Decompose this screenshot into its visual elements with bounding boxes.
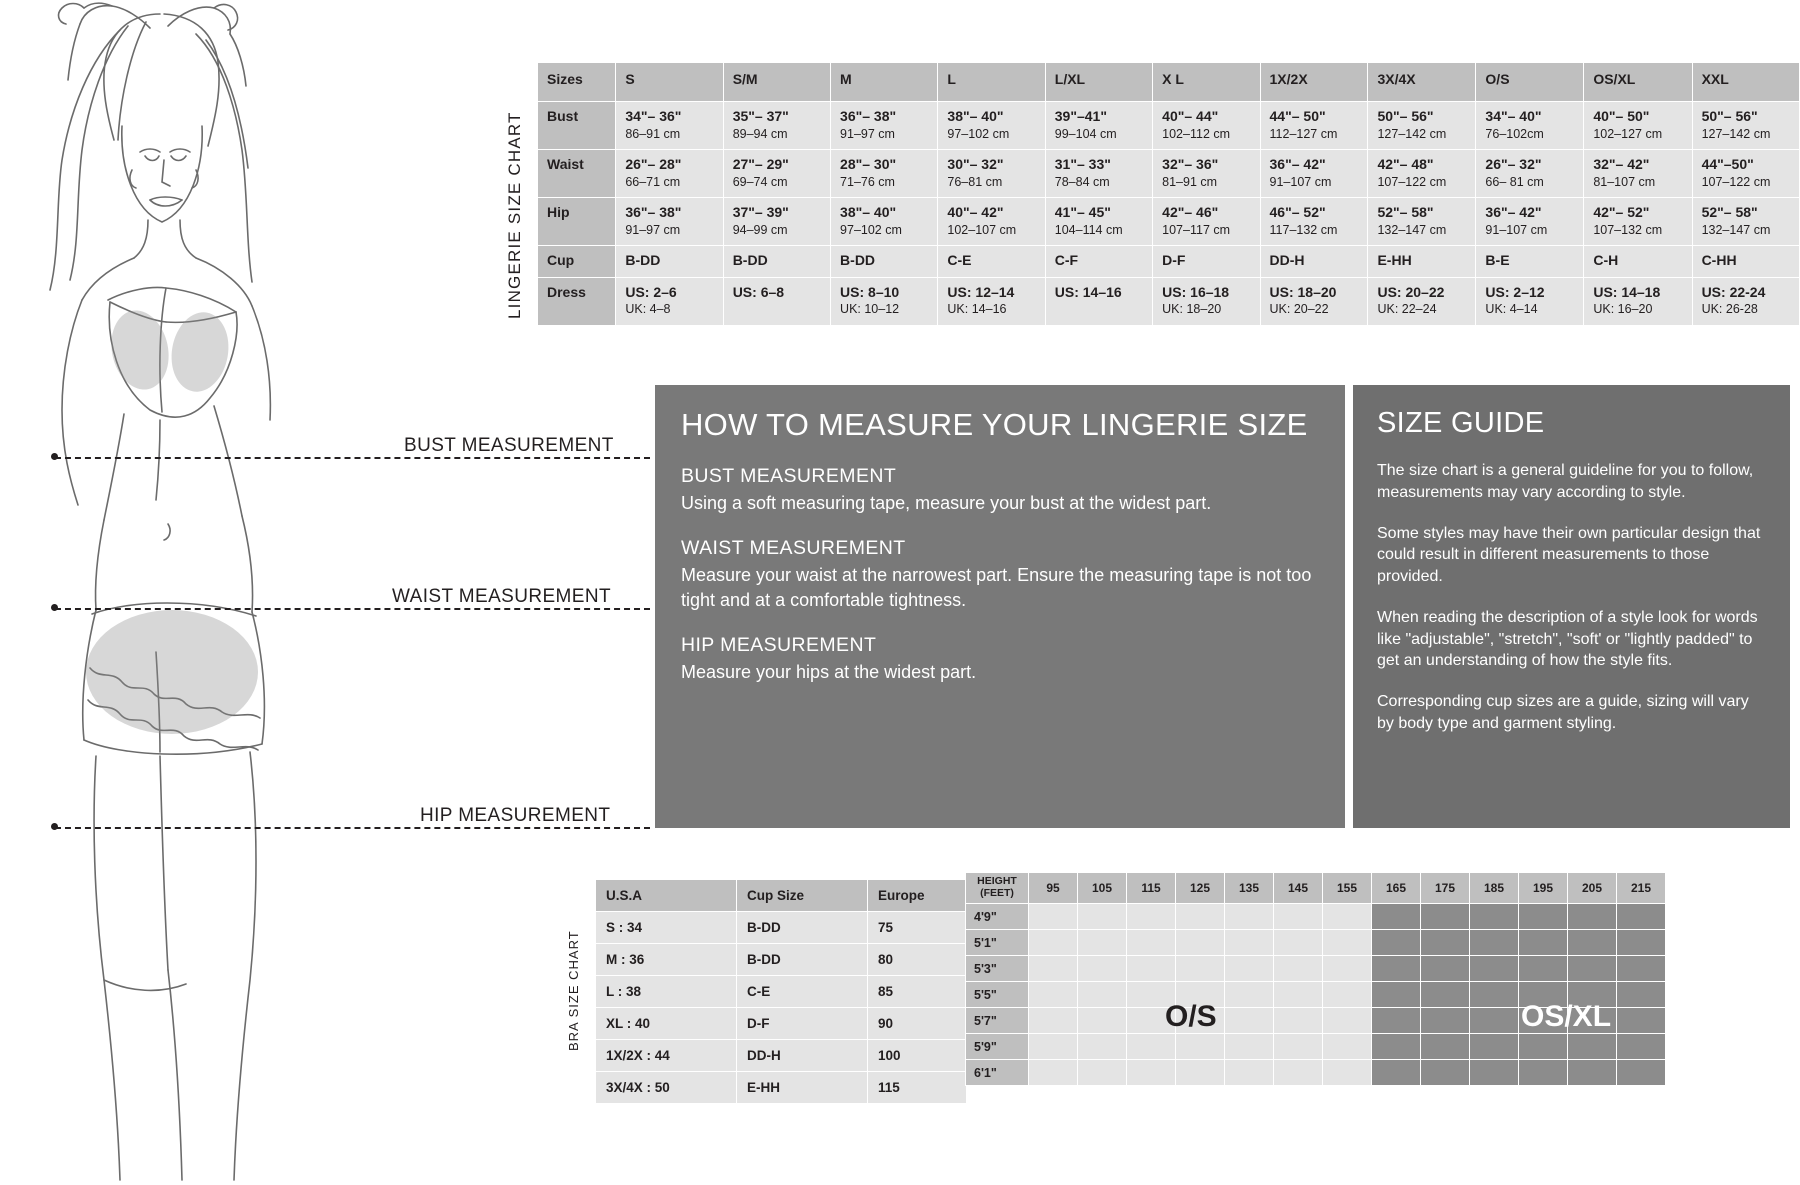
table-cell: 38"– 40" 97–102 cm — [831, 198, 938, 246]
header-l: L — [938, 63, 1045, 102]
table-row-bust — [538, 102, 1800, 150]
table-cell: B-DD — [616, 246, 723, 278]
zone-cell-osxl — [1568, 956, 1617, 982]
table-cell: US: 18–20 UK: 20–22 — [1260, 277, 1368, 325]
bra-cell-usa: S : 34 — [596, 912, 737, 944]
header-m: M — [831, 63, 938, 102]
header-sm: S/M — [723, 63, 830, 102]
bra-cell-europe: 75 — [868, 912, 967, 944]
weight-col-header: 165 — [1372, 873, 1421, 904]
zone-cell-os — [1323, 930, 1372, 956]
zone-cell-os — [1323, 1034, 1372, 1060]
weight-col-header: 155 — [1323, 873, 1372, 904]
zone-cell-os — [1029, 956, 1078, 982]
header-os: O/S — [1476, 63, 1584, 102]
table-cell: 35"– 37" 89–94 cm — [723, 102, 830, 150]
table-cell: 40"– 50" 102–127 cm — [1584, 102, 1692, 150]
zone-cell-osxl — [1421, 930, 1470, 956]
zone-cell-os — [1225, 1034, 1274, 1060]
zone-cell-osxl — [1617, 1060, 1666, 1086]
zone-cell-os — [1274, 1060, 1323, 1086]
stockings-size-chart — [965, 872, 1666, 1086]
size-guide-paragraph: Corresponding cup sizes are a guide, sizing will vary by body type and garment styling. — [1377, 693, 1749, 732]
table-cell: B-E — [1476, 246, 1584, 278]
zone-cell-osxl — [1421, 904, 1470, 930]
table-cell: 50"– 56" 127–142 cm — [1692, 102, 1799, 150]
header-1x2x: 1X/2X — [1260, 63, 1368, 102]
table-cell: 46"– 52" 117–132 cm — [1260, 198, 1368, 246]
zone-cell-osxl — [1372, 930, 1421, 956]
bust-callout-dot — [51, 453, 58, 460]
zone-label-os: O/S — [1165, 1000, 1217, 1033]
table-cell: US: 2–6 UK: 4–8 — [616, 277, 723, 325]
bra-cell-usa: XL : 40 — [596, 1008, 737, 1040]
table-cell: US: 6–8 — [723, 277, 830, 325]
size-guide-paragraph: Some styles may have their own particular design that could result in different measurements to those provided. — [1377, 524, 1761, 585]
weight-col-header: 145 — [1274, 873, 1323, 904]
zone-cell-os — [1274, 1034, 1323, 1060]
table-cell: US: 20–22 UK: 22–24 — [1368, 277, 1476, 325]
zone-cell-osxl — [1470, 904, 1519, 930]
zone-cell-os — [1323, 1008, 1372, 1034]
zone-cell-osxl — [1568, 904, 1617, 930]
zone-cell-os — [1274, 1008, 1323, 1034]
zone-cell-os — [1078, 1034, 1127, 1060]
table-cell: B-DD — [723, 246, 830, 278]
bra-table-row — [596, 1072, 967, 1104]
stockings-row — [966, 904, 1666, 930]
table-cell: 26"– 32" 66– 81 cm — [1476, 150, 1584, 198]
table-cell: 52"– 58" 132–147 cm — [1692, 198, 1799, 246]
bra-table-row — [596, 1040, 967, 1072]
zone-cell-os — [1078, 956, 1127, 982]
bra-cell-cup: DD-H — [737, 1040, 868, 1072]
weight-col-header: 185 — [1470, 873, 1519, 904]
zone-cell-os — [1176, 1034, 1225, 1060]
weight-col-header: 115 — [1127, 873, 1176, 904]
table-row-waist — [538, 150, 1800, 198]
bra-table-row — [596, 1008, 967, 1040]
table-cell: 34"– 36" 86–91 cm — [616, 102, 723, 150]
how-to-measure-title: HOW TO MEASURE YOUR LINGERIE SIZE — [681, 407, 1308, 442]
table-cell: US: 14–16 — [1045, 277, 1152, 325]
hip-measurement-label: HIP MEASUREMENT — [420, 805, 611, 826]
zone-cell-os — [1029, 930, 1078, 956]
stockings-row — [966, 956, 1666, 982]
zone-cell-osxl — [1519, 930, 1568, 956]
zone-cell-osxl — [1372, 904, 1421, 930]
table-cell: C-F — [1045, 246, 1152, 278]
table-cell: E-HH — [1368, 246, 1476, 278]
zone-cell-os — [1274, 956, 1323, 982]
size-guide-panel — [1353, 385, 1790, 828]
table-cell: 42"– 46" 107–117 cm — [1153, 198, 1260, 246]
bra-table-row — [596, 944, 967, 976]
zone-cell-os — [1225, 1060, 1274, 1086]
weight-col-header: 205 — [1568, 873, 1617, 904]
hip-callout-dot — [51, 823, 58, 830]
height-row-header: 5'7" — [966, 1008, 1029, 1034]
row-label-waist: Waist — [538, 150, 616, 198]
weight-col-header: 95 — [1029, 873, 1078, 904]
table-cell: 32"– 36" 81–91 cm — [1153, 150, 1260, 198]
table-header-row — [538, 63, 1800, 102]
table-cell: 38"– 40" 97–102 cm — [938, 102, 1045, 150]
zone-cell-os — [1127, 956, 1176, 982]
header-3x4x: 3X/4X — [1368, 63, 1476, 102]
stockings-header-row — [966, 873, 1666, 904]
table-cell: 34"– 40" 76–102cm — [1476, 102, 1584, 150]
bra-cell-cup: B-DD — [737, 944, 868, 976]
table-cell: B-DD — [831, 246, 938, 278]
zone-cell-osxl — [1421, 1034, 1470, 1060]
table-cell: C-H — [1584, 246, 1692, 278]
header-xl: X L — [1153, 63, 1260, 102]
bra-cell-usa: 3X/4X : 50 — [596, 1072, 737, 1104]
bust-callout-line — [55, 457, 650, 459]
table-cell: D-F — [1153, 246, 1260, 278]
height-row-header: 4'9" — [966, 904, 1029, 930]
zone-cell-osxl — [1470, 982, 1519, 1008]
zone-cell-os — [1176, 956, 1225, 982]
zone-cell-os — [1274, 982, 1323, 1008]
table-cell: 26"– 28" 66–71 cm — [616, 150, 723, 198]
zone-cell-os — [1127, 930, 1176, 956]
header-lxl: L/XL — [1045, 63, 1152, 102]
zone-cell-osxl — [1421, 1060, 1470, 1086]
height-row-header: 6'1" — [966, 1060, 1029, 1086]
lingerie-size-chart-label: LINGERIE SIZE CHART — [505, 111, 524, 319]
weight-col-header: 135 — [1225, 873, 1274, 904]
bra-cell-cup: D-F — [737, 1008, 868, 1040]
how-to-measure-panel — [655, 385, 1345, 828]
table-cell: US: 12–14 UK: 14–16 — [938, 277, 1045, 325]
table-cell: 44"– 50" 112–127 cm — [1260, 102, 1368, 150]
zone-cell-osxl — [1470, 1008, 1519, 1034]
zone-cell-osxl — [1568, 1060, 1617, 1086]
zone-cell-osxl — [1470, 956, 1519, 982]
table-cell: 44"–50" 107–122 cm — [1692, 150, 1799, 198]
table-cell: 39"–41" 99–104 cm — [1045, 102, 1152, 150]
zone-cell-os — [1078, 982, 1127, 1008]
zone-cell-os — [1323, 1060, 1372, 1086]
zone-cell-os — [1078, 1008, 1127, 1034]
zone-cell-osxl — [1568, 930, 1617, 956]
bra-table-row — [596, 976, 967, 1008]
zone-cell-os — [1225, 982, 1274, 1008]
row-label-dress: Dress — [538, 277, 616, 325]
zone-cell-os — [1225, 930, 1274, 956]
waist-measurement-label: WAIST MEASUREMENT — [392, 586, 611, 607]
zone-cell-osxl — [1372, 956, 1421, 982]
table-cell: US: 8–10 UK: 10–12 — [831, 277, 938, 325]
weight-col-header: 195 — [1519, 873, 1568, 904]
zone-cell-os — [1029, 1008, 1078, 1034]
header-xxl: XXL — [1692, 63, 1799, 102]
model-illustration — [0, 0, 430, 1185]
bra-size-chart-label: BRA SIZE CHART — [566, 930, 581, 1052]
zone-cell-os — [1078, 930, 1127, 956]
zone-label-osxl: OS/XL — [1521, 1000, 1612, 1033]
table-cell: 42"– 52" 107–132 cm — [1584, 198, 1692, 246]
bra-header-cup: Cup Size — [737, 880, 868, 912]
zone-cell-os — [1225, 904, 1274, 930]
header-sizes: Sizes — [538, 63, 616, 102]
zone-cell-os — [1323, 956, 1372, 982]
bust-measurement-heading: BUST MEASUREMENT — [681, 465, 897, 487]
zone-cell-osxl — [1519, 1060, 1568, 1086]
table-cell: US: 2–12 UK: 4–14 — [1476, 277, 1584, 325]
bra-table-row — [596, 912, 967, 944]
weight-col-header: 105 — [1078, 873, 1127, 904]
bust-measurement-label: BUST MEASUREMENT — [404, 435, 614, 456]
zone-cell-osxl — [1617, 904, 1666, 930]
table-cell: 28"– 30" 71–76 cm — [831, 150, 938, 198]
bra-cell-usa: 1X/2X : 44 — [596, 1040, 737, 1072]
zone-cell-os — [1078, 1060, 1127, 1086]
table-cell: 32"– 42" 81–107 cm — [1584, 150, 1692, 198]
table-cell: US: 22-24 UK: 26-28 — [1692, 277, 1799, 325]
row-label-cup: Cup — [538, 246, 616, 278]
bra-cell-europe: 80 — [868, 944, 967, 976]
size-guide-paragraph: The size chart is a general guideline for you to follow, measurements may vary according to style. — [1377, 462, 1754, 501]
weight-col-header: 175 — [1421, 873, 1470, 904]
weight-col-header: 215 — [1617, 873, 1666, 904]
bra-cell-europe: 115 — [868, 1072, 967, 1104]
zone-cell-os — [1323, 904, 1372, 930]
table-cell: DD-H — [1260, 246, 1368, 278]
bra-cell-europe: 90 — [868, 1008, 967, 1040]
table-cell: 30"– 32" 76–81 cm — [938, 150, 1045, 198]
size-guide-title: SIZE GUIDE — [1377, 407, 1545, 439]
weight-col-header: 125 — [1176, 873, 1225, 904]
table-cell: 36"– 42" 91–107 cm — [1260, 150, 1368, 198]
hip-measurement-heading: HIP MEASUREMENT — [681, 633, 877, 656]
height-row-header: 5'3" — [966, 956, 1029, 982]
zone-cell-osxl — [1617, 956, 1666, 982]
table-cell: 37"– 39" 94–99 cm — [723, 198, 830, 246]
waist-callout-dot — [51, 604, 58, 611]
zone-cell-os — [1225, 956, 1274, 982]
zone-cell-osxl — [1421, 956, 1470, 982]
table-cell: 50"– 56" 127–142 cm — [1368, 102, 1476, 150]
table-cell: 52"– 58" 132–147 cm — [1368, 198, 1476, 246]
zone-cell-osxl — [1617, 1034, 1666, 1060]
zone-cell-osxl — [1470, 1060, 1519, 1086]
zone-cell-osxl — [1519, 956, 1568, 982]
table-cell: 27"– 29" 69–74 cm — [723, 150, 830, 198]
zone-cell-osxl — [1372, 1060, 1421, 1086]
zone-cell-osxl — [1421, 1008, 1470, 1034]
waist-callout-line — [55, 608, 650, 610]
stockings-table — [965, 872, 1666, 1086]
table-cell: 41"– 45" 104–114 cm — [1045, 198, 1152, 246]
zone-cell-os — [1029, 1034, 1078, 1060]
table-row-cup — [538, 246, 1800, 278]
header-osxl: OS/XL — [1584, 63, 1692, 102]
bra-cell-cup: B-DD — [737, 912, 868, 944]
waist-measurement-heading: WAIST MEASUREMENT — [681, 537, 906, 560]
bra-table-header-row — [596, 880, 967, 912]
height-row-header: 5'5" — [966, 982, 1029, 1008]
bra-header-usa: U.S.A — [596, 880, 737, 912]
stockings-corner-label: HEIGHT (FEET) — [966, 873, 1029, 904]
bra-cell-cup: E-HH — [737, 1072, 868, 1104]
zone-cell-osxl — [1568, 1034, 1617, 1060]
row-label-hip: Hip — [538, 198, 616, 246]
table-cell: 42"– 48" 107–122 cm — [1368, 150, 1476, 198]
zone-cell-osxl — [1372, 1034, 1421, 1060]
zone-cell-os — [1176, 1060, 1225, 1086]
bra-header-europe: Europe — [868, 880, 967, 912]
stockings-row — [966, 1034, 1666, 1060]
table-cell: C-E — [938, 246, 1045, 278]
zone-cell-os — [1078, 904, 1127, 930]
stockings-row — [966, 930, 1666, 956]
zone-cell-os — [1176, 904, 1225, 930]
table-cell: US: 16–18 UK: 18–20 — [1153, 277, 1260, 325]
zone-cell-os — [1274, 904, 1323, 930]
zone-cell-osxl — [1519, 904, 1568, 930]
zone-cell-os — [1029, 982, 1078, 1008]
table-cell: 36"– 38" 91–97 cm — [616, 198, 723, 246]
bra-cell-cup: C-E — [737, 976, 868, 1008]
zone-cell-osxl — [1470, 1034, 1519, 1060]
table-row-hip — [538, 198, 1800, 246]
table-row-dress — [538, 277, 1800, 325]
table-cell: C-HH — [1692, 246, 1799, 278]
lingerie-size-table — [537, 62, 1800, 326]
table-cell: 36"– 42" 91–107 cm — [1476, 198, 1584, 246]
table-cell: 36"– 38" 91–97 cm — [831, 102, 938, 150]
zone-cell-os — [1029, 1060, 1078, 1086]
table-cell: 40"– 44" 102–112 cm — [1153, 102, 1260, 150]
zone-cell-os — [1127, 1060, 1176, 1086]
zone-cell-osxl — [1421, 982, 1470, 1008]
waist-measurement-body: Measure your waist at the narrowest part. Ensure the measuring tape is not too tight and at a comfortable tightness. — [681, 565, 1312, 610]
zone-cell-os — [1323, 982, 1372, 1008]
hip-callout-line — [55, 827, 650, 829]
zone-cell-osxl — [1617, 1008, 1666, 1034]
table-cell: US: 14–18 UK: 16–20 — [1584, 277, 1692, 325]
table-cell: 40"– 42" 102–107 cm — [938, 198, 1045, 246]
height-row-header: 5'9" — [966, 1034, 1029, 1060]
hip-measurement-body: Measure your hips at the widest part. — [681, 661, 977, 682]
zone-cell-osxl — [1617, 930, 1666, 956]
zone-cell-os — [1274, 930, 1323, 956]
bra-cell-usa: L : 38 — [596, 976, 737, 1008]
table-cell: 31"– 33" 78–84 cm — [1045, 150, 1152, 198]
bra-cell-europe: 85 — [868, 976, 967, 1008]
bust-measurement-body: Using a soft measuring tape, measure your bust at the widest part. — [681, 493, 1212, 513]
zone-cell-os — [1225, 1008, 1274, 1034]
row-label-bust: Bust — [538, 102, 616, 150]
zone-cell-osxl — [1519, 1034, 1568, 1060]
size-guide-paragraph: When reading the description of a style look for words like "adjustable", "stretch", "soft' or "lightly padded" to get an understanding of how the style fits. — [1377, 608, 1758, 670]
zone-cell-osxl — [1470, 930, 1519, 956]
bra-cell-europe: 100 — [868, 1040, 967, 1072]
bra-size-table — [595, 879, 967, 1104]
header-s: S — [616, 63, 723, 102]
zone-cell-os — [1029, 904, 1078, 930]
zone-cell-os — [1127, 904, 1176, 930]
zone-cell-os — [1176, 930, 1225, 956]
stockings-row — [966, 1060, 1666, 1086]
height-row-header: 5'1" — [966, 930, 1029, 956]
zone-cell-osxl — [1372, 982, 1421, 1008]
zone-cell-os — [1127, 1034, 1176, 1060]
bra-cell-usa: M : 36 — [596, 944, 737, 976]
zone-cell-osxl — [1617, 982, 1666, 1008]
zone-cell-osxl — [1372, 1008, 1421, 1034]
